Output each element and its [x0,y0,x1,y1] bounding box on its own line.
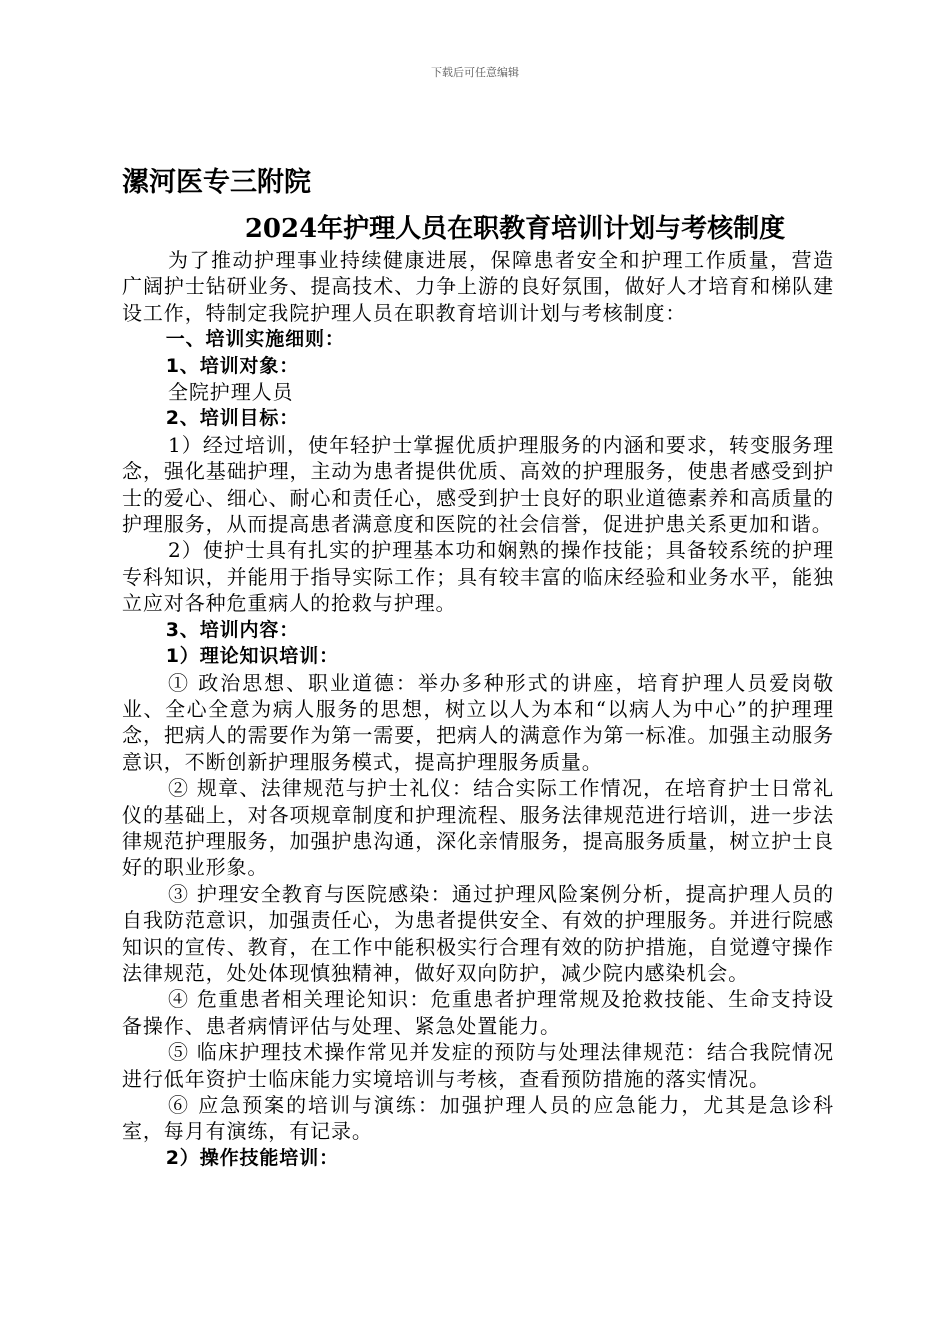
paragraph: 2）使护士具有扎实的护理基本功和娴熟的操作技能；具备较系统的护理专科知识，并能用于指导实际工作；具有较丰富的临床经验和业务水平，能独立应对各种危重病人的抢救与护理。 [122,538,834,616]
document-body [122,247,834,1171]
paragraph: ⑥ 应急预案的培训与演练：加强护理人员的应急能力，尤其是急诊科室，每月有演练，有记录。 [122,1093,834,1144]
document-title: 2024年护理人员在职教育培训计划与考核制度 [244,214,786,244]
paragraph: ① 政治思想、职业道德：举办多种形式的讲座，培育护理人员爱岗敬业、全心全意为病人服务的思想，树立以人为本和“以病人为中心”的护理理念，把病人的需要作为第一需要，把病人的满意作为第一标准。加强主动服务意识，不断创新护理服务模式，提高护理服务质量。 [122,670,834,774]
paragraph: ④ 危重患者相关理论知识：危重患者护理常规及抢救技能、生命支持设备操作、患者病情评估与处理、紧急处置能力。 [122,987,834,1038]
subsection-heading: 1）理论知识培训： [165,645,340,668]
organization-name: 漯河医专三附院 [122,167,311,198]
section-heading: 一、培训实施细则： [165,328,345,351]
subsection-heading: 1、培训对象： [165,354,300,377]
subsection-heading: 3、培训内容： [165,618,300,641]
paragraph: 1）经过培训，使年轻护士掌握优质护理服务的内涵和要求，转变服务理念，强化基础护理，主动为患者提供优质、高效的护理服务，使患者感受到护士的爱心、细心、耐心和责任心，感受到护士良好的职业道德素养和高质量的护理服务，从而提高患者满意度和医院的社会信誉，促进护患关系更加和谐。 [122,432,834,537]
page-header-note: 下载后可任意编辑 [431,66,519,79]
subsection-heading: 2）操作技能培训： [165,1146,340,1169]
paragraph: 全院护理人员 [168,380,294,405]
paragraph: ② 规章、法律规范与护士礼仪：结合实际工作情况，在培育护士日常礼仪的基础上，对各项规章制度和护理流程、服务法律规范进行培训，进一步法律规范护理服务，加强护患沟通，深化亲情服务，提高服务质量，树立护士良好的职业形象。 [122,776,834,880]
paragraph: ⑤ 临床护理技术操作常见并发症的预防与处理法律规范：结合我院情况进行低年资护士临床能力实境培训与考核，查看预防措施的落实情况。 [122,1040,834,1091]
intro-paragraph: 为了推动护理事业持续健康进展，保障患者安全和护理工作质量，营造广阔护士钻研业务、提高技术、力争上游的良好氛围，做好人才培育和梯队建设工作，特制定我院护理人员在职教育培训计划与考核制度： [122,248,834,325]
subsection-heading: 2、培训目标： [165,407,300,430]
paragraph: ③ 护理安全教育与医院感染：通过护理风险案例分析，提高护理人员的自我防范意识，加强责任心，为患者提供安全、有效的护理服务。并进行院感知识的宣传、教育，在工作中能积极实行合理有效的防护措施，自觉遵守操作法律规范，处处体现慎独精神，做好双向防护，减少院内感染机会。 [122,881,834,985]
